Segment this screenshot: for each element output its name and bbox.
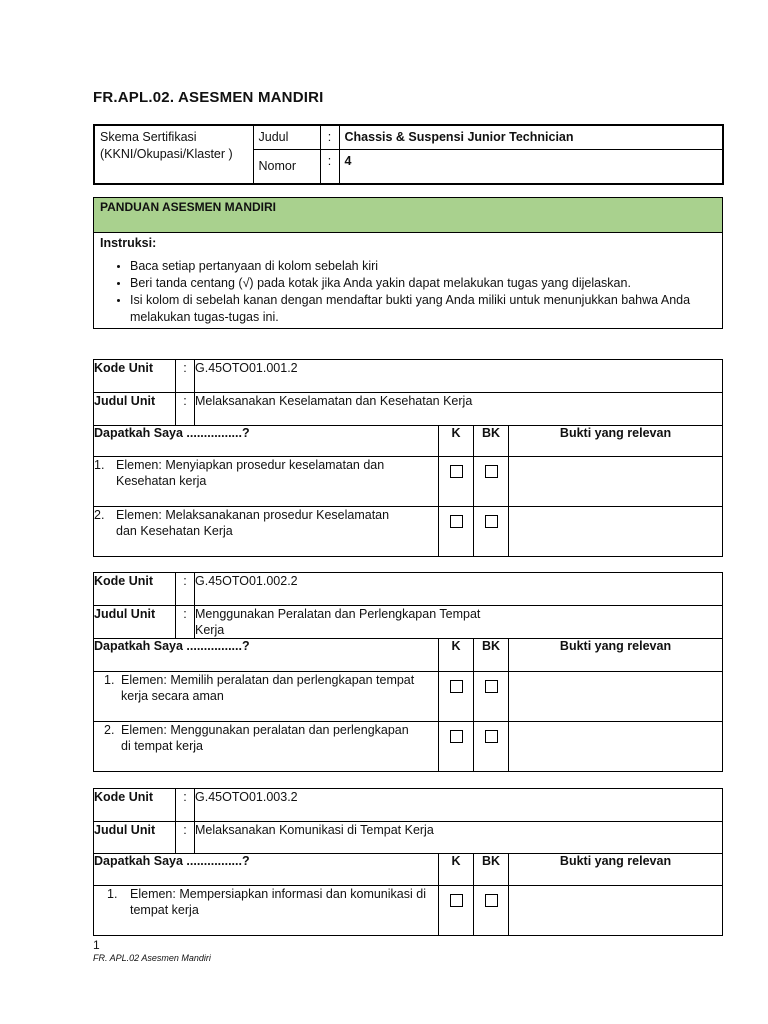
evidence-field[interactable] bbox=[509, 722, 723, 772]
element-number: 1. bbox=[107, 887, 118, 901]
judul-unit-cell bbox=[195, 606, 723, 639]
element-number: 2. bbox=[94, 508, 105, 522]
evidence-field[interactable] bbox=[509, 672, 723, 722]
element-item bbox=[94, 886, 439, 936]
bk-header: BK bbox=[474, 854, 509, 886]
element-text: Elemen: Mempersiapkan informasi dan komunikasi di tempat kerja bbox=[130, 887, 426, 917]
k-header: K bbox=[439, 426, 474, 457]
k-cell bbox=[439, 507, 474, 557]
bk-checkbox[interactable] bbox=[485, 465, 498, 478]
k-cell bbox=[439, 457, 474, 507]
kode-unit-label: Kode Unit bbox=[94, 573, 176, 606]
judul-unit-value: Menggunakan Peralatan dan Perlengkapan Tempat Kerja bbox=[195, 607, 481, 637]
evidence-field[interactable] bbox=[509, 886, 723, 936]
evidence-header: Bukti yang relevan bbox=[509, 639, 723, 672]
kode-unit-label: Kode Unit bbox=[94, 360, 176, 393]
separator: : bbox=[176, 360, 195, 393]
k-checkbox[interactable] bbox=[450, 680, 463, 693]
element-text: Elemen: Melaksanakanan prosedur Keselamatan dan Kesehatan Kerja bbox=[116, 508, 390, 538]
scheme-label: Skema Sertifikasi (KKNI/Okupasi/Klaster ) bbox=[94, 125, 253, 184]
k-cell bbox=[439, 886, 474, 936]
unit-table-2 bbox=[93, 572, 723, 772]
k-header: K bbox=[439, 854, 474, 886]
element-item bbox=[94, 507, 439, 557]
kode-unit-value: G.45OTO01.003.2 bbox=[195, 789, 723, 822]
footer-doc-name: FR. APL.02 Asesmen Mandiri bbox=[93, 953, 211, 963]
bk-cell bbox=[474, 886, 509, 936]
element-text: Elemen: Menyiapkan prosedur keselamatan dan Kesehatan kerja bbox=[116, 458, 385, 488]
guide-body bbox=[94, 233, 723, 329]
scheme-sep: : bbox=[320, 125, 339, 150]
guide-table bbox=[93, 197, 723, 329]
element-item bbox=[94, 672, 439, 722]
separator: : bbox=[176, 573, 195, 606]
judul-unit-value: Melaksanakan Keselamatan dan Kesehatan Kerja bbox=[195, 393, 723, 426]
bk-cell bbox=[474, 722, 509, 772]
bk-checkbox[interactable] bbox=[485, 730, 498, 743]
bk-checkbox[interactable] bbox=[485, 894, 498, 907]
instruction-list bbox=[100, 258, 716, 326]
question-header: Dapatkah Saya ................? bbox=[94, 639, 439, 672]
instruction-label: Instruksi: bbox=[100, 236, 157, 250]
scheme-value-judul: Chassis & Suspensi Junior Technician bbox=[339, 125, 723, 150]
instruction-item: • Beri tanda centang (√) pada kotak jika Anda yakin dapat melakukan tugas yang dijelaskan. bbox=[130, 275, 716, 292]
question-header: Dapatkah Saya ................? bbox=[94, 854, 439, 886]
scheme-sep: : bbox=[320, 150, 339, 184]
scheme-table bbox=[93, 124, 724, 185]
instruction-item: • Baca setiap pertanyaan di kolom sebelah kiri bbox=[130, 258, 716, 275]
judul-unit-label: Judul Unit bbox=[94, 822, 176, 854]
scheme-value-nomor: 4 bbox=[339, 150, 723, 184]
bk-cell bbox=[474, 457, 509, 507]
evidence-field[interactable] bbox=[509, 507, 723, 557]
question-header: Dapatkah Saya ................? bbox=[94, 426, 439, 457]
element-number: 1. bbox=[94, 458, 105, 472]
element-item bbox=[94, 457, 439, 507]
kode-unit-label: Kode Unit bbox=[94, 789, 176, 822]
k-cell bbox=[439, 672, 474, 722]
separator: : bbox=[176, 606, 195, 639]
k-checkbox[interactable] bbox=[450, 730, 463, 743]
separator: : bbox=[176, 822, 195, 854]
k-checkbox[interactable] bbox=[450, 465, 463, 478]
instruction-item: • Isi kolom di sebelah kanan dengan mendaftar bukti yang Anda miliki untuk menunjukkan bahwa Anda melakukan tugas-tugas ini. bbox=[130, 292, 716, 326]
scheme-key-judul: Judul bbox=[253, 125, 320, 150]
element-text: Elemen: Memilih peralatan dan perlengkapan tempat kerja secara aman bbox=[121, 673, 415, 703]
bk-header: BK bbox=[474, 426, 509, 457]
judul-unit-value: Melaksanakan Komunikasi di Tempat Kerja bbox=[195, 822, 723, 854]
evidence-header: Bukti yang relevan bbox=[509, 854, 723, 886]
bk-cell bbox=[474, 507, 509, 557]
element-text: Elemen: Menggunakan peralatan dan perlengkapan di tempat kerja bbox=[121, 723, 409, 753]
judul-unit-label: Judul Unit bbox=[94, 393, 176, 426]
k-cell bbox=[439, 722, 474, 772]
page-number: 1 bbox=[93, 938, 100, 952]
bk-header: BK bbox=[474, 639, 509, 672]
k-header: K bbox=[439, 639, 474, 672]
page-title: FR.APL.02. ASESMEN MANDIRI bbox=[93, 89, 324, 106]
element-number: 2. bbox=[104, 723, 115, 737]
evidence-header: Bukti yang relevan bbox=[509, 426, 723, 457]
judul-unit-label: Judul Unit bbox=[94, 606, 176, 639]
separator: : bbox=[176, 789, 195, 822]
bk-cell bbox=[474, 672, 509, 722]
element-number: 1. bbox=[104, 673, 115, 687]
bk-checkbox[interactable] bbox=[485, 515, 498, 528]
separator: : bbox=[176, 393, 195, 426]
kode-unit-value: G.45OTO01.001.2 bbox=[195, 360, 723, 393]
scheme-key-nomor: Nomor bbox=[253, 150, 320, 184]
bk-checkbox[interactable] bbox=[485, 680, 498, 693]
unit-table-3 bbox=[93, 788, 723, 936]
kode-unit-value: G.45OTO01.002.2 bbox=[195, 573, 723, 606]
evidence-field[interactable] bbox=[509, 457, 723, 507]
k-checkbox[interactable] bbox=[450, 894, 463, 907]
element-item bbox=[94, 722, 439, 772]
unit-table-1 bbox=[93, 359, 723, 557]
k-checkbox[interactable] bbox=[450, 515, 463, 528]
guide-header: PANDUAN ASESMEN MANDIRI bbox=[94, 198, 723, 233]
